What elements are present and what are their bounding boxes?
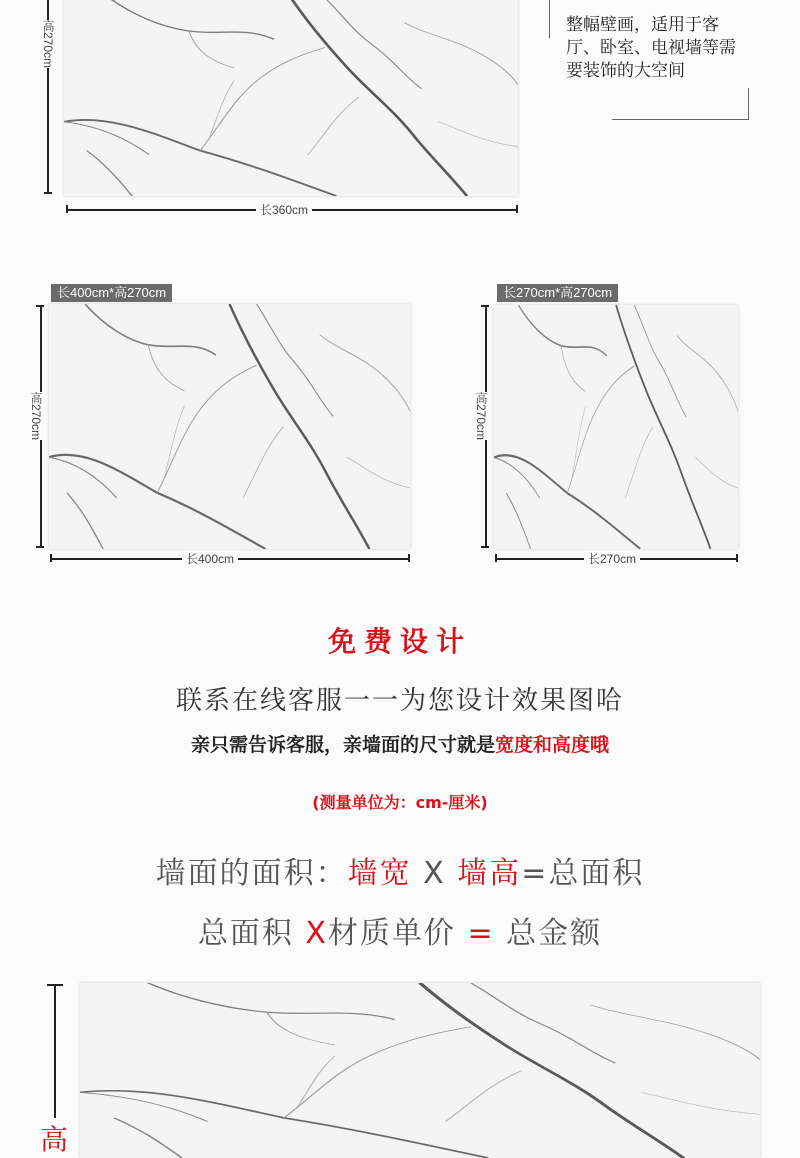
marble-panel-right	[494, 305, 738, 549]
width-label-left: 长400cm	[182, 550, 238, 567]
width-dimension-tick-start-left	[50, 554, 52, 562]
height-dimension-tick	[44, 192, 52, 194]
width-dimension-tick-right	[516, 205, 518, 213]
area-formula-height: 墙高	[457, 856, 522, 891]
width-dimension-tick-end-right	[736, 554, 738, 562]
height-dimension-tick-top-left	[36, 305, 44, 307]
measure-unit-note: (测量单位为：cm-厘米)	[312, 793, 488, 812]
size-tag-right: 长270cm*高270cm	[497, 284, 618, 302]
area-formula-result: =总面积	[521, 856, 645, 891]
height-dimension-tick-top-right	[481, 305, 489, 307]
price-formula-multiply: X	[305, 916, 328, 951]
marble-panel-top	[64, 0, 518, 196]
height-dimension-tick-bottom-panel	[47, 984, 63, 986]
marble-panel-bottom	[80, 983, 760, 1158]
price-formula-equals: =	[467, 916, 495, 951]
area-formula	[0, 848, 800, 892]
price-formula-prefix: 总面积	[197, 916, 294, 951]
height-dimension-tick-bottom-left	[36, 546, 44, 548]
design-line-dimensions-highlight: 宽度和高度哦	[495, 734, 610, 756]
width-dimension-tick-left	[66, 205, 68, 213]
width-dimension-tick-end-left	[408, 554, 410, 562]
design-line-dimensions-main: 亲只需告诉客服，亲墙面的尺寸就是	[190, 734, 495, 756]
height-label: 高270cm	[41, 20, 55, 69]
height-label-right: 高270cm	[474, 392, 488, 441]
bottom-height-label: 高	[40, 1118, 68, 1158]
note-bracket-left	[549, 0, 550, 38]
marble-panel-left	[49, 304, 410, 549]
width-dimension-tick-start-right	[495, 554, 497, 562]
price-formula-unit-price: 材质单价	[327, 916, 456, 951]
free-design-title: 免费设计	[327, 625, 472, 658]
area-formula-width: 墙宽	[347, 856, 412, 891]
note-bracket-bottom	[612, 119, 749, 120]
size-tag-left: 长400cm*高270cm	[51, 284, 172, 302]
design-line-dimensions	[0, 730, 800, 757]
price-formula-total: 总金额	[506, 916, 603, 951]
design-line-contact: 联系在线客服一一为您设计效果图哈	[175, 686, 624, 716]
width-label: 长360cm	[256, 201, 312, 218]
height-dimension-tick-bottom-right	[481, 546, 489, 548]
area-formula-multiply: X	[423, 856, 446, 891]
note-text: 整幅壁画，适用于客厅、卧室、电视墙等需要装饰的大空间	[566, 15, 736, 81]
note-bracket-right	[748, 88, 749, 120]
area-formula-prefix: 墙面的面积：	[155, 856, 348, 891]
width-label-right: 长270cm	[584, 550, 640, 567]
price-formula	[0, 908, 800, 952]
height-label-left: 高270cm	[29, 392, 43, 441]
